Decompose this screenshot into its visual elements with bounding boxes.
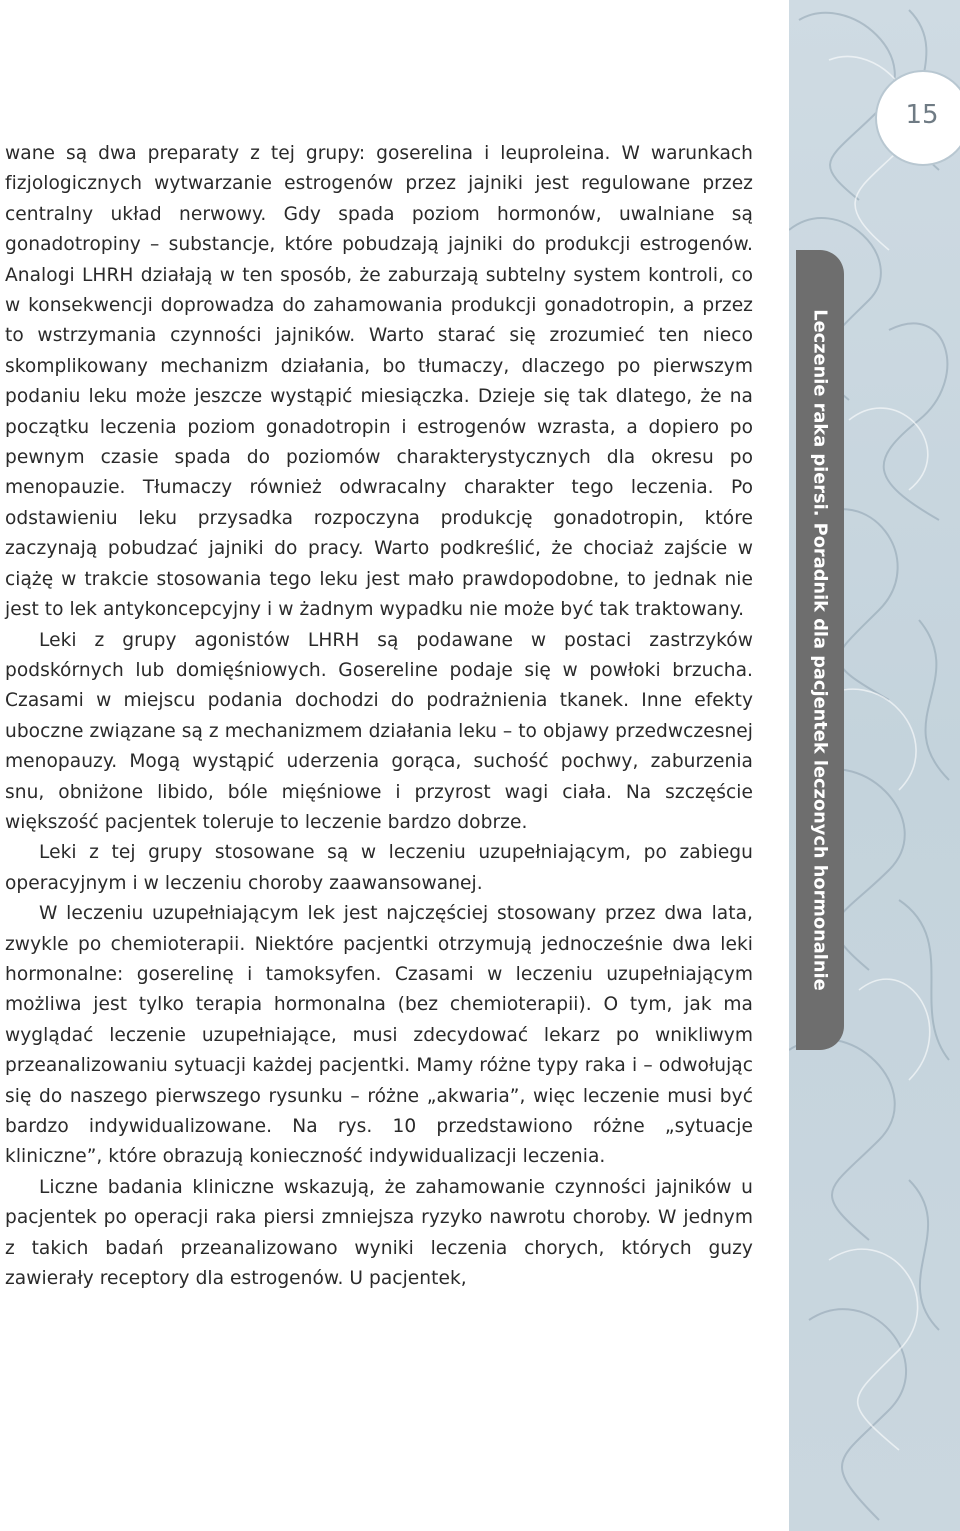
paragraph-3: Leki z tej grupy stosowane są w leczeniu uzupełniającym, po zabiegu operacyjnym i w leczeniu choroby zaawansowanej.	[5, 842, 753, 894]
running-title: Leczenie raka piersi. Poradnik dla pacjentek leczonych hormonalnie	[809, 309, 831, 991]
paragraph-2: Leki z grupy agonistów LHRH są podawane w postaci zastrzyków podskórnych lub domięśniowych. Gosereline podaje się w powłoki brzucha. Czasami w miejscu podania dochodzi do podrażnienia tkanek. Inne efekty uboczne związane są z mechanizmem działania leku – to objawy przedwczesnej menopauzy. Mogą wystąpić uderzenia gorąca, suchość pochwy, zaburzenia snu, obniżone libido, bóle mięśniowe i przyrost wagi ciała. Na szczęście większość pacjentek toleruje to leczenie bardzo dobrze.	[5, 629, 753, 833]
page-number: 15	[905, 100, 939, 130]
paragraph-4: W leczeniu uzupełniającym lek jest najczęściej stosowany przez dwa lata, zwykle po chemioterapii. Niektóre pacjentki otrzymują jednocześnie dwa leki hormonalne: goserelinę i tamoksyfen. Czasami w leczeniu uzupełniającym możliwa jest tylko terapia hormonalna (bez chemioterapii). O tym, jak ma wyglądać leczenie uzupełniające, musi zdecydować lekarz po wnikliwym przeanalizowaniu sytuacji każdej pacjentki. Mamy różne typy raka i – odwołując się do naszego pierwszego rysunku – różne „akwaria”, więc leczenie musi być bardzo indywidualizowane. Na rys. 10 przedstawiono różne „sytuacje kliniczne”, które obrazują konieczność indywidualizacji leczenia.	[5, 903, 753, 1168]
paragraph-1: wane są dwa preparaty z tej grupy: goserelina i leuproleina. W warunkach fizjologicznych wytwarzanie estrogenów przez jajniki jest regulowane przez centralny układ nerwowy. Gdy spada poziom hormonów, uwalniane są gonadotropiny – substancje, które pobudzają jajniki do produkcji estrogenów. Analogi LHRH działają w ten sposób, że zaburzają subtelny system kontroli, co w konsekwencji doprowadza do zahamowania produkcji gonadotropin, a przez to wstrzymania czynności jajników. Warto starać się zrozumieć ten nieco skomplikowany mechanizm działania, bo tłumaczy, dlaczego po pierwszym podaniu leku może jeszcze wystąpić miesiączka. Dzieje się tak dlatego, że na początku leczenia poziom gonadotropin i estrogenów wzrasta, a dopiero po pewnym czasie spada do poziomów charakterystycznych dla okresu po menopauzie. Tłumaczy również odwracalny charakter tego leczenia. Po odstawieniu leku przysadka rozpoczyna produkcję gonadotropin, które zaczynają pobudzać jajniki do pracy. Warto podkreślić, że chociaż zajście w ciążę w trakcie stosowania tego leku jest mało prawdopodobne, to jednak nie jest to lek antykoncepcyjny i w żadnym wypadku nie może być tak traktowany.	[5, 143, 753, 621]
paragraph-5: Liczne badania kliniczne wskazują, że zahamowanie czynności jajników u pacjentek po operacji raka piersi zmniejsza ryzyko nawrotu choroby. W jednym z takich badań przeanalizowano wyniki leczenia chorych, których guzy zawierały receptory dla estrogenów. U pacjentek,	[5, 1176, 753, 1290]
body-text	[5, 139, 753, 1294]
